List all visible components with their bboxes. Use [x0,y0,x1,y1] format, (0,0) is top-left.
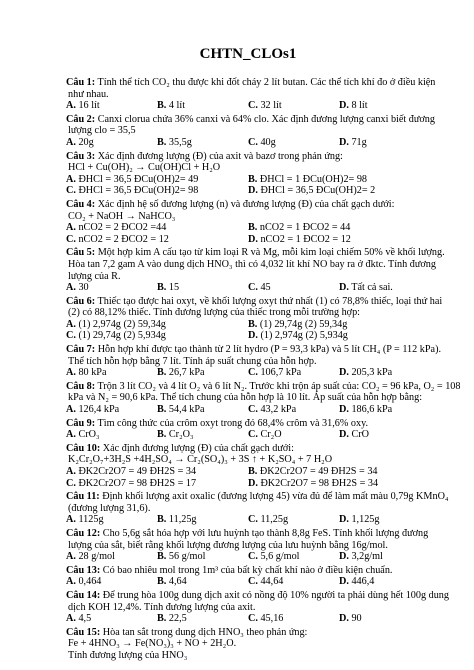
question-text: Thể tích hỗn hợp bằng 7 lít. Tính áp suất chung của hỗn hợp. [68,355,317,367]
question-text: lượng của sắt, biết rằng khối lượng đương lượng của lưu huỳnh bằng 16g/mol. [68,539,388,551]
answer-option [157,137,248,149]
answer-option [339,282,430,294]
question-number: Câu 11: [66,491,100,503]
question-number: Câu 14: [66,589,101,601]
question-1 [66,77,436,112]
option-letter: D. [248,477,258,489]
option-text: 43,2 kPa [257,404,297,416]
option-text: ĐHCl = 36,5 ĐCu(OH)2= 2 [257,185,376,197]
question-text: kPa và N₂ = 90,6 kPa. Thể tích chung của hỗn hợp là 10 lít. Áp suất của hỗn hợp bằng: [68,392,423,404]
question-text-line [66,627,430,639]
question-12 [66,528,430,563]
option-letter: D. [248,330,258,342]
option-text: (1) 29,74g (2) 5,934g [75,330,166,342]
question-5 [66,247,445,294]
option-letter: B. [157,136,167,148]
question-text: Hòa tan 7,2 gam A vào dung dịch HNO₃ thì có 4,032 lít khí NO bay ra ở đktc. Tính đương [68,258,436,270]
option-text: 45 [257,282,271,294]
question-number: Câu 12: [66,527,101,539]
option-text: ĐK2Cr2O7 = 49 ĐH2S = 34 [75,466,197,477]
question-text-line [66,89,430,101]
question-text: (đương lượng 31,6). [68,502,151,514]
question-text-line [66,258,436,271]
answer-option [157,100,248,112]
question-number: Câu 5: [66,247,96,259]
answer-option [248,137,339,149]
question-text-line [66,650,430,662]
question-text: Định khối lượng axit oxalic (đương lượng 45) vừa đủ để làm mất màu 0,79g KMnO₄ [102,491,449,503]
answer-option [248,100,339,112]
option-text: Tất cả sai. [348,282,393,294]
answer-option [248,404,339,416]
question-text-line [66,113,435,126]
option-letter: C. [66,233,76,245]
option-text: 22,5 [166,613,187,625]
option-text: Cr₂O₃ [166,429,194,441]
option-text: (1) 2,974g (2) 5,934g [257,330,348,342]
option-text: 11,25g [257,514,289,526]
option-letter: B. [248,222,258,234]
question-text-line [66,307,430,319]
option-letter: B. [157,613,167,625]
option-letter: D. [339,282,349,294]
answer-option [339,429,430,441]
answer-option [248,514,339,526]
option-letter: C. [248,282,258,294]
question-text-line [66,565,430,577]
option-text: 5,6 g/mol [257,551,300,563]
answer-option [248,478,430,490]
answer-option [66,466,248,478]
option-letter: C. [66,330,76,342]
option-letter: A. [66,576,76,588]
answer-option [339,576,430,588]
answer-option [248,319,430,331]
answer-option [66,330,248,342]
option-text: 32 lít [257,100,282,112]
answer-options [66,613,430,625]
option-text: 80 kPa [75,367,107,379]
question-text-line [66,503,430,515]
answer-option [157,551,248,563]
question-text: Hòa tan sắt trong dung dịch HNO₃ theo phản ứng: [102,626,308,638]
question-text: Để trung hòa 100g dung dịch axit có nồng độ 10% người ta phải dùng hết 100g dung [102,589,449,601]
answer-option [66,282,157,294]
option-text: nCO2 = 2 ĐCO2 =44 [75,222,167,234]
question-text: dịch KOH 12,4%. Tính đương lượng của axit. [68,601,256,613]
question-text-line [66,418,430,430]
answer-options [66,137,430,149]
option-letter: B. [157,100,167,112]
answer-option [66,429,157,441]
option-letter: B. [157,429,167,441]
question-number: Câu 7: [66,344,96,356]
option-letter: D. [248,233,258,245]
option-letter: D. [248,185,258,197]
option-letter: B. [157,576,167,588]
option-text: ĐHCl = 1 ĐCu(OH)2= 98 [257,173,368,185]
question-text: CO₂ + NaOH → NaHCO₃ [68,210,176,222]
option-text: 44,64 [257,576,284,588]
question-text-line [66,295,443,308]
question-9 [66,418,430,441]
question-text: Xác định đương lượng (Đ) của axit và bazơ trong phản ứng: [97,150,343,162]
option-text: 0,464 [75,576,102,588]
question-13 [66,565,430,588]
question-text-line [66,491,449,503]
answer-option [66,478,248,490]
option-text: 15 [166,282,180,294]
answer-option [248,429,339,441]
question-text-line [66,162,430,174]
option-text: 186,6 kPa [348,404,393,416]
answer-option [157,429,248,441]
question-number: Câu 13: [66,564,101,576]
option-letter: D. [339,100,349,112]
option-letter: D. [339,136,349,148]
option-letter: A. [66,514,76,526]
question-text: Fe + 4HNO₃ → Fe(NO₃)₃ + NO + 2H₂O. [68,638,237,650]
question-text: Tính thể tích CO₂ thu được khi đốt cháy 2 lít butan. Các thể tích khí đo ở điều kiện [97,77,436,88]
option-letter: D. [339,514,349,526]
answer-options [66,319,430,342]
option-letter: D. [339,429,349,441]
option-letter: A. [66,551,76,563]
option-letter: B. [157,282,167,294]
option-text: (1) 2,974g (2) 59,34g [75,318,166,330]
question-text-line [66,151,430,163]
answer-option [66,613,157,625]
question-8 [66,380,461,416]
answer-options [66,429,430,441]
option-text: nCO2 = 1 ĐCO2 = 44 [257,222,351,234]
option-letter: C. [248,367,258,379]
option-letter: A. [66,613,76,625]
option-text: nCO2 = 2 ĐCO2 = 12 [75,233,169,245]
answer-option [339,514,430,526]
question-text-line [66,392,430,404]
option-letter: C. [66,185,76,197]
answer-option [248,222,430,234]
option-letter: D. [339,613,349,625]
question-10 [66,443,430,489]
answer-option [248,576,339,588]
question-number: Câu 3: [66,150,96,162]
option-letter: D. [339,551,349,563]
question-number: Câu 15: [66,626,101,638]
answer-option [248,234,430,246]
answer-option [66,222,248,234]
question-text: Tính đương lượng của HNO₃ [68,649,188,661]
answer-option [66,367,157,379]
question-15 [66,627,430,662]
question-text-line [66,356,430,368]
answer-options [66,100,430,112]
question-number: Câu 9: [66,417,96,429]
question-text: như nhau. [68,88,109,100]
question-text: Một hợp kim A cấu tạo từ kim loại R và Mg, mỗi kim loại chiếm 50% về khối lượng. [97,247,445,259]
question-text-line [66,540,430,552]
page-title: CHTN_CLOs1 [199,46,297,62]
option-text: 8 lít [348,100,368,112]
question-text-line [66,380,461,393]
question-text: Tìm công thức của crôm oxyt trong đó 68,4% crôm và 31,6% oxy. [97,417,369,429]
option-text: 40g [257,136,276,148]
option-letter: B. [248,173,258,185]
option-letter: C. [248,613,258,625]
option-letter: C. [248,514,258,526]
question-text-line [66,271,430,283]
question-text: Xác định hệ số đương lượng (n) và đương lượng (Đ) của chất gạch dưới: [97,198,395,210]
question-2 [66,113,435,149]
option-text: (1) 29,74g (2) 59,34g [257,318,348,330]
option-text: nCO2 = 1 ĐCO2 = 12 [257,233,351,245]
answer-option [248,185,430,197]
answer-options [66,367,430,379]
option-letter: C. [248,100,258,112]
option-letter: B. [248,318,258,330]
question-text-line [66,77,436,89]
answer-option [66,234,248,246]
option-text: 446,4 [348,576,375,588]
question-3 [66,151,430,197]
option-letter: D. [339,576,349,588]
option-letter: C. [248,551,258,563]
option-text: 205,3 kPa [348,367,393,379]
option-letter: A. [66,466,76,477]
answer-option [66,100,157,112]
answer-option [339,100,430,112]
answer-option [66,185,248,197]
answer-option [66,137,157,149]
answer-options [66,576,430,588]
question-text-line [66,211,430,223]
option-letter: C. [248,136,258,148]
option-text: 4,64 [166,576,187,588]
question-text-line [66,454,430,466]
option-text: CrO₃ [75,429,100,441]
answer-option [66,576,157,588]
question-text: lượng của R. [68,270,121,282]
question-number: Câu 10: [66,442,101,454]
question-text-line [66,199,430,211]
option-text: Cr₂O [257,429,282,441]
question-text: Trộn 3 lít CO₂ và 4 lít O₂ và 6 lít N₂. Trước khi trộn áp suất của: CO₂ = 96 kPa, O₂ = 108 [97,380,461,392]
question-text-line [66,125,430,137]
answer-options [66,514,430,526]
answer-options [66,551,430,563]
option-letter: C. [248,429,258,441]
answer-options [66,174,430,197]
option-letter: B. [157,404,167,416]
answer-option [248,174,430,186]
answer-options [66,282,430,294]
answer-options [66,222,430,245]
option-text: 3,2g/ml [348,551,383,563]
answer-option [248,613,339,625]
answer-option [248,367,339,379]
option-text: 45,16 [257,613,284,625]
option-text: 35,5g [166,136,192,148]
question-6 [66,295,443,342]
answer-option [248,551,339,563]
question-text-line [66,344,442,356]
option-text: 4,5 [75,613,92,625]
answer-option [157,613,248,625]
option-text: 126,4 kPa [75,404,120,416]
option-text: 71g [348,136,367,148]
option-letter: B. [157,514,167,526]
answer-option [339,137,430,149]
option-text: 20g [75,136,94,148]
option-text: 16 lít [75,100,100,112]
answer-option [66,404,157,416]
question-11 [66,491,449,526]
option-letter: A. [66,136,76,148]
option-text: 26,7 kPa [166,367,205,379]
answer-option [66,319,248,331]
question-text-line [66,247,445,259]
option-letter: B. [248,466,258,477]
question-text: Có bao nhiêu mol trong 1m³ của bất kỳ chất khí nào ở điều kiện chuẩn. [102,564,393,576]
option-text: CrO [348,429,369,441]
question-text-line [66,528,430,540]
answer-options [66,466,430,489]
option-letter: A. [66,100,76,112]
question-text: Xác định đương lượng (Đ) của chất gạch dưới: [102,442,294,454]
option-letter: C. [66,477,76,489]
question-text: Hỗn hợp khí được tạo thành từ 2 lít hydro (P = 93,3 kPa) và 5 lít CH₄ (P = 112 kPa). [97,344,442,356]
question-number: Câu 8: [66,380,96,392]
answer-option [66,551,157,563]
question-number: Câu 4: [66,198,96,210]
question-14 [66,589,449,625]
option-text: 56 g/mol [166,551,206,563]
question-7 [66,344,442,379]
answer-option [157,282,248,294]
option-letter: A. [66,429,76,441]
option-text: 1,125g [348,514,380,526]
answer-option [339,367,430,379]
option-letter: D. [339,404,349,416]
option-letter: C. [248,576,258,588]
answer-option [248,330,430,342]
question-text: Canxi clorua chứa 36% canxi và 64% clo. Xác định đương lượng canxi biết đương [97,113,435,125]
answer-option [248,466,430,478]
question-text: Thiếc tạo được hai oxyt, về khối lượng oxyt thứ nhất (1) có 78,8% thiếc, loại thứ hai [97,295,443,307]
option-letter: A. [66,367,76,379]
option-letter: A. [66,173,76,185]
option-text: ĐK2Cr2O7 = 98 ĐH2S = 34 [257,477,379,489]
question-number: Câu 6: [66,295,96,307]
option-text: 1125g [75,514,104,526]
question-text: (2) có 88,12% thiếc. Tính đương lượng của thiếc trong mỗi trường hợp: [68,307,360,319]
question-list [66,77,461,662]
option-letter: B. [157,367,167,379]
option-text: 106,7 kPa [257,367,302,379]
option-letter: A. [66,404,76,416]
answer-option [66,174,248,186]
option-text: 54,4 kPa [166,404,205,416]
answer-option [339,551,430,563]
question-text: K₂Cr₂O₇+3H₂S +4H₂SO₄ → Cr₂(SO₄)₃ + 3S ↑ + K₂SO₄ + 7 H₂O [68,454,333,466]
question-text-line [66,638,430,650]
option-text: ĐHCl = 36,5 ĐCu(OH)2= 49 [75,173,199,185]
answer-option [157,576,248,588]
option-letter: C. [248,404,258,416]
question-number: Câu 2: [66,113,96,125]
question-text: lượng clo = 35,5 [68,125,136,137]
option-letter: A. [66,282,76,294]
question-text: Cho 5,6g sắt hóa hợp với lưu huỳnh tạo thành 8,8g FeS. Tính khối lượng đương [102,527,429,539]
answer-option [248,282,339,294]
option-text: ĐK2Cr2O7 = 49 ĐH2S = 34 [257,466,378,477]
question-number: Câu 1: [66,77,96,88]
option-text: 28 g/mol [75,551,115,563]
question-text-line [66,589,449,602]
answer-option [157,514,248,526]
option-text: ĐK2Cr2O7 = 98 ĐH2S = 17 [75,477,197,489]
question-4 [66,199,430,245]
option-letter: A. [66,222,76,234]
question-text: HCl + Cu(OH)₂ → Cu(OH)Cl + H₂O [68,162,221,174]
answer-option [339,404,430,416]
option-text: 4 lít [166,100,186,112]
option-letter: D. [339,367,349,379]
question-text-line [66,602,430,614]
option-text: 90 [348,613,362,625]
answer-options [66,404,430,416]
answer-option [157,404,248,416]
answer-option [66,514,157,526]
answer-option [157,367,248,379]
answer-option [339,613,430,625]
option-letter: A. [66,318,76,330]
option-text: 30 [75,282,89,294]
option-text: 11,25g [166,514,197,526]
option-letter: B. [157,551,167,563]
option-text: ĐHCl = 36,5 ĐCu(OH)2= 98 [75,185,199,197]
question-text-line [66,443,430,455]
